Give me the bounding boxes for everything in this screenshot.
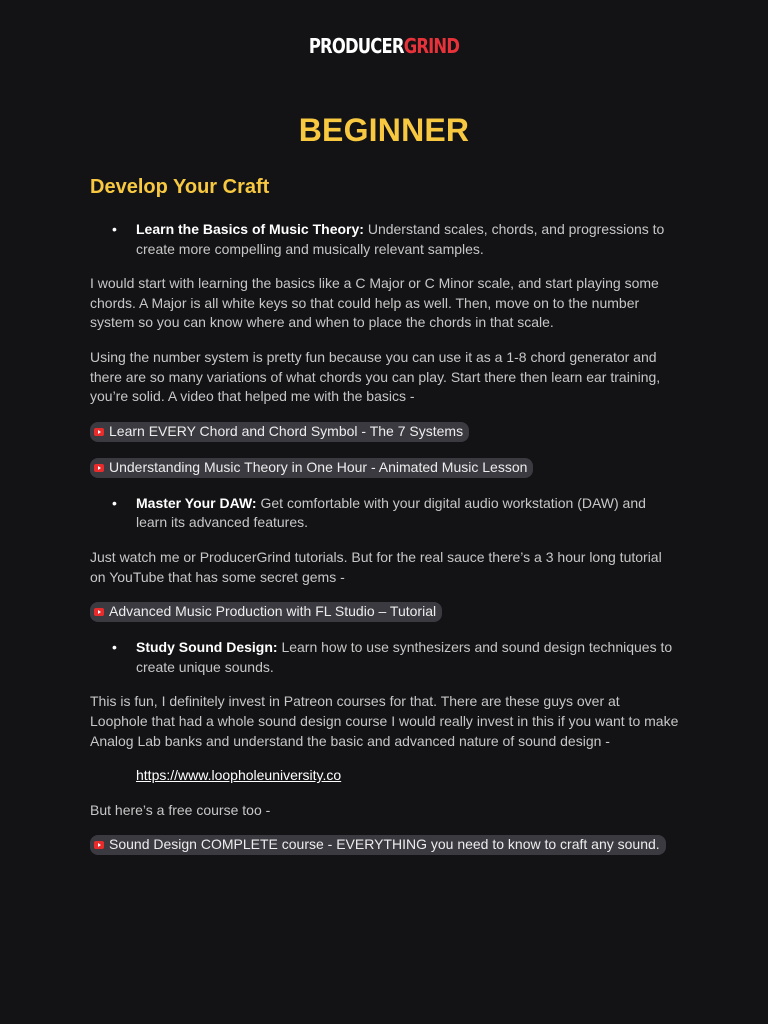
video-link-label: Learn EVERY Chord and Chord Symbol - The 7 Systems	[109, 422, 464, 439]
logo-part-producer: PRODUCER	[308, 34, 404, 58]
video-link-label: Advanced Music Production with FL Studio – Tutorial	[109, 603, 437, 620]
video-link-label: Sound Design COMPLETE course - EVERYTHING you need to know to craft any sound.	[109, 836, 660, 853]
logo-part-grind: GRIND	[403, 34, 460, 58]
bullet-sound-design	[90, 638, 680, 677]
video-link-label: Understanding Music Theory in One Hour - Animated Music Lesson	[109, 458, 528, 475]
bullet-icon: •	[112, 639, 117, 656]
youtube-icon	[94, 608, 104, 616]
bullet-text: Learn how to use synthesizers and sound design techniques to create unique sounds.	[136, 639, 673, 675]
paragraph-number-system: Using the number system is pretty fun because you can use it as a 1-8 chord generator and there are so many variations of what chords you can play. Start there then learn ear training, you’re solid. A video that helped me with the basics -	[90, 348, 661, 405]
youtube-icon	[94, 464, 104, 472]
loophole-university-link[interactable]: https://www.loopholeuniversity.co	[136, 767, 342, 784]
bullet-music-theory	[90, 220, 680, 259]
video-link-fl-studio[interactable]	[90, 602, 442, 622]
paragraph-patreon-courses: This is fun, I definitely invest in Patreon courses for that. There are these guys over at Loophole that had a whole sound design course I would really invest in this if you want to make Analog Lab banks and understand the basic and advanced nature of sound design -	[90, 693, 679, 749]
video-link-sound-design-course[interactable]	[90, 835, 666, 855]
youtube-icon	[94, 428, 104, 436]
paragraph-free-course: But here’s a free course too -	[90, 801, 271, 818]
bullet-label: Learn the Basics of Music Theory:	[136, 221, 364, 237]
section-heading: Develop Your Craft	[90, 176, 270, 198]
youtube-icon	[94, 841, 104, 849]
bullet-text: Understand scales, chords, and progressions to create more compelling and musically relevant samples.	[136, 221, 665, 257]
video-link-chords[interactable]	[90, 422, 469, 442]
page-title: BEGINNER	[298, 112, 470, 148]
paragraph-daw-tutorials: Just watch me or ProducerGrind tutorials. But for the real sauce there’s a 3 hour long tutorial on YouTube that has some secret gems -	[90, 548, 662, 585]
main-content	[90, 174, 680, 871]
bullet-label: Study Sound Design:	[136, 639, 278, 656]
paragraph-basics: I would start with learning the basics like a C Major or C Minor scale, and start playing some chords. A Major is all white keys so that could help as well. Then, move on to the number system so you can know where and when to place the chords in that scale.	[90, 275, 659, 331]
bullet-label: Master Your DAW:	[136, 494, 257, 511]
producergrind-logo	[69, 34, 699, 58]
bullet-icon: •	[112, 221, 117, 237]
bullet-text: Get comfortable with your digital audio workstation (DAW) and learn its advanced features.	[136, 494, 646, 531]
bullet-icon: •	[112, 494, 117, 511]
video-link-music-theory[interactable]	[90, 458, 533, 478]
link-line	[136, 766, 680, 786]
bullet-master-daw	[90, 494, 680, 533]
